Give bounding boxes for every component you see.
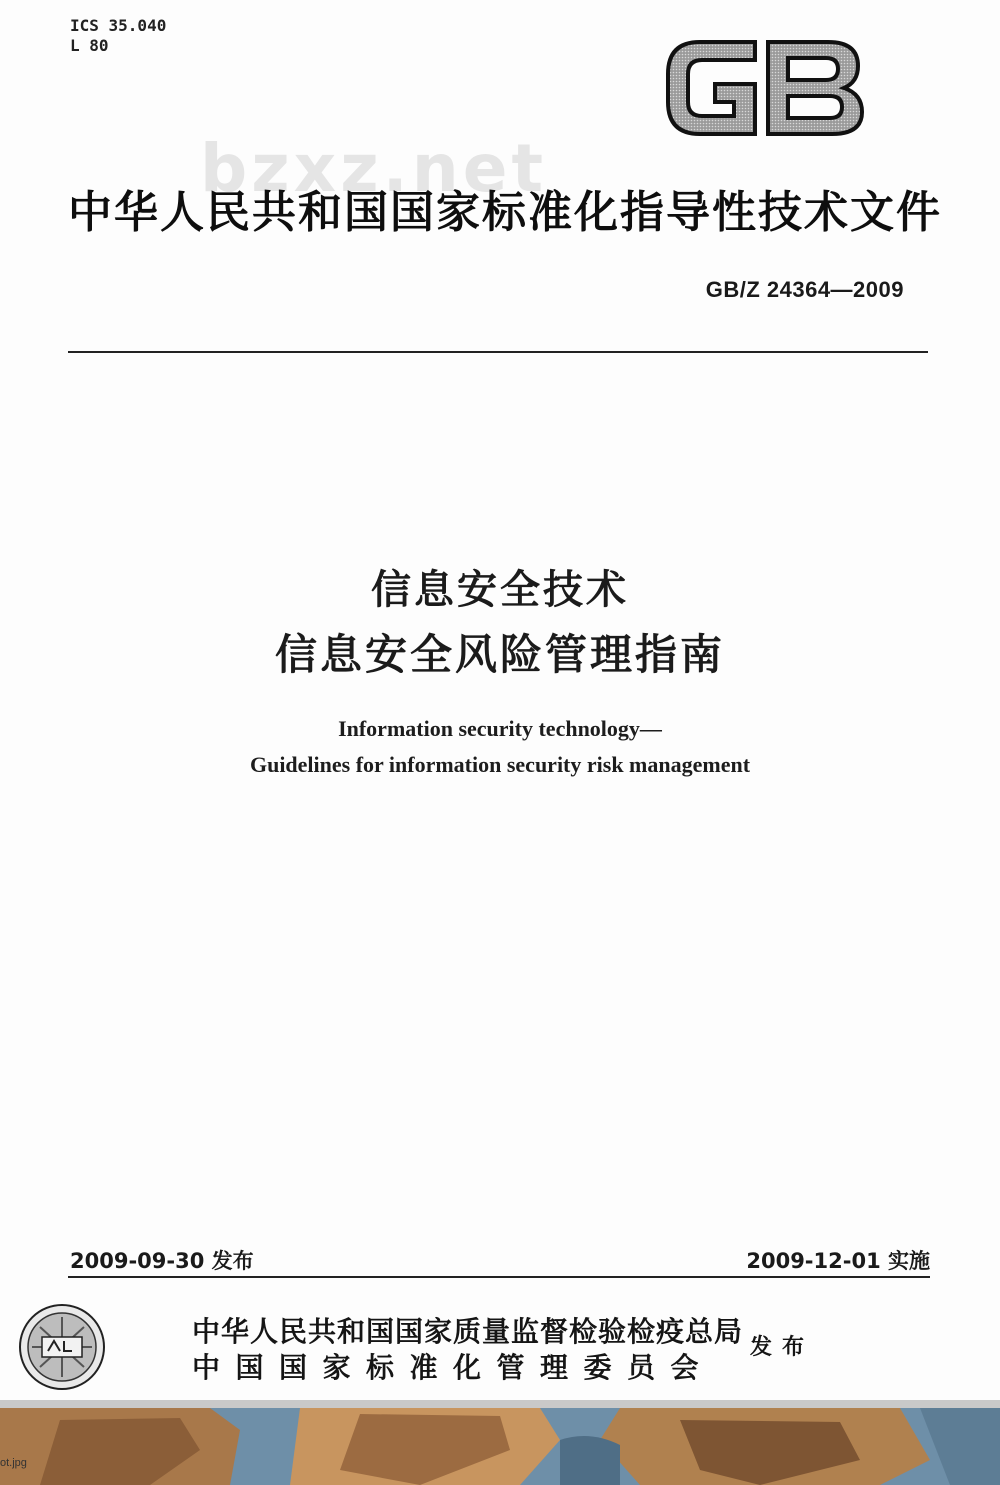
- issuer-line1: 中华人民共和国国家质量监督检验检疫总局: [192, 1315, 744, 1348]
- document-type-heading: 中华人民共和国国家标准化指导性技术文件: [68, 187, 942, 238]
- title-cn-line2: 信息安全风险管理指南: [274, 630, 725, 679]
- title-en-line2: Guidelines for information security risk management: [249, 752, 751, 777]
- anti-counterfeit-seal: [18, 1303, 106, 1391]
- title-cn-line1: 信息安全技术: [371, 567, 629, 613]
- watermark: bzxz.net: [200, 130, 548, 207]
- background-photo-strip: [0, 1400, 1000, 1485]
- header-rule: [68, 351, 928, 353]
- ccs-code: L 80: [70, 36, 109, 55]
- implementation-date: 2009-12-01 实施: [746, 1249, 930, 1273]
- classification-codes: [70, 16, 166, 56]
- gb-logo: [660, 32, 870, 142]
- ics-code: ICS 35.040: [70, 16, 167, 35]
- issue-date: 2009-09-30 发布: [70, 1249, 254, 1273]
- issue-word: 发布: [750, 1335, 815, 1360]
- title-en-line1: Information security technology—: [338, 716, 662, 741]
- issuer-line2: 中国国家标准化管理委员会: [192, 1351, 715, 1384]
- file-name-label: ot.jpg: [0, 1457, 27, 1469]
- footer-rule: [68, 1276, 930, 1278]
- standard-number: GB/Z 24364—2009: [705, 277, 904, 302]
